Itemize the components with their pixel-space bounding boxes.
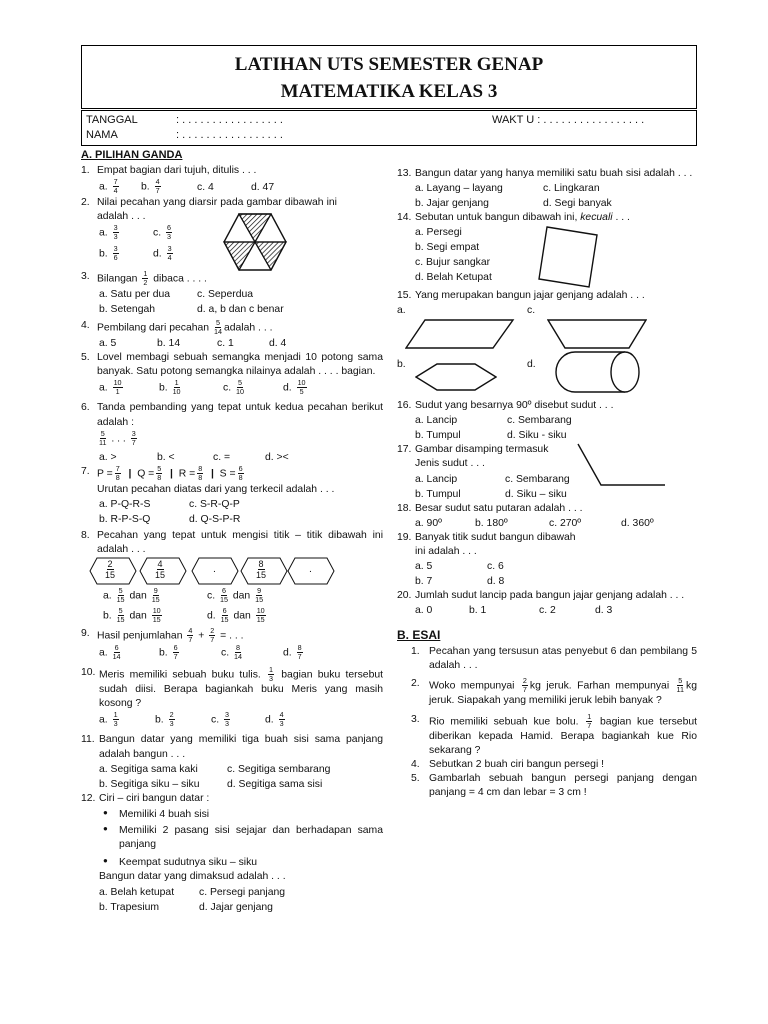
question-text: Jenis sudut . . . (415, 458, 485, 470)
option-c[interactable]: c. Lingkaran (543, 183, 600, 195)
question-15 (397, 289, 697, 393)
option-b[interactable]: b. $\frac{4}{7}$ (141, 177, 160, 196)
option-a[interactable]: a. $\frac{5}{15}$ dan $\frac{9}{15}$ (103, 586, 160, 605)
option-d[interactable]: d. 8 (487, 575, 505, 587)
question-number: 17. (397, 444, 412, 456)
option-b[interactable]: b. Setengah (99, 304, 156, 316)
question-text: Nilai pecahan yang diarsir pada gambar dibawah ini adalah . . . (97, 197, 337, 223)
question-number: 9. (81, 628, 90, 640)
question-number: 12. (81, 792, 96, 804)
section-a-heading: A. PILIHAN GANDA (81, 149, 183, 161)
rotated-square-figure (535, 225, 599, 289)
options-row (415, 181, 697, 196)
question-number: 10. (81, 667, 96, 679)
option-d[interactable]: d. 47 (251, 182, 275, 194)
option-a[interactable]: a. 5 (99, 338, 117, 350)
question-text: Yang merupakan bangun jajar genjang adalah . . . (415, 290, 645, 302)
option-c[interactable]: c. Bujur sangkar (415, 257, 491, 269)
option-a[interactable]: a. Belah ketupat (99, 886, 175, 898)
question-text: Bangun datar yang dimaksud adalah . . . (99, 871, 286, 883)
question-number: 19. (397, 531, 412, 543)
question-number: 7. (81, 465, 90, 477)
option-d[interactable]: d. a, b dan c benar (197, 304, 284, 316)
option-c[interactable]: c. Persegi panjang (199, 886, 286, 898)
nama-label: NAMA (86, 129, 118, 141)
question-number: 1. (411, 646, 420, 658)
question-number: 16. (397, 400, 412, 412)
options-row (99, 711, 383, 733)
options-row (415, 603, 697, 618)
essay-3 (411, 713, 697, 758)
options-row (99, 762, 383, 777)
option-b[interactable]: b. < (157, 451, 175, 463)
question-number: 15. (397, 290, 412, 302)
option-b[interactable]: b. Jajar genjang (415, 198, 489, 210)
question-number: 18. (397, 502, 412, 514)
question-1 (81, 164, 383, 196)
option-c[interactable]: c. (527, 305, 536, 317)
option-d[interactable]: d. Siku - siku (507, 430, 567, 442)
question-text: Empat bagian dari tujuh, ditulis . . . (97, 165, 257, 176)
options-row (415, 196, 697, 211)
criteria-item: ● Keempat sudutnya siku – siku (99, 856, 383, 870)
question-4 (81, 319, 383, 351)
option-c[interactable]: c. Sembarang (505, 473, 570, 485)
option-d[interactable]: d. (527, 359, 536, 371)
exam-title: LATIHAN UTS SEMESTER GENAP (234, 54, 544, 75)
question-7 (81, 465, 383, 527)
options-row (97, 336, 383, 351)
option-d[interactable]: d. Segitiga sama sisi (227, 778, 323, 790)
option-c[interactable]: c. $\frac{8}{14}$ (221, 643, 242, 662)
options-row (97, 379, 383, 401)
question-number: 2. (411, 678, 420, 690)
options-row (415, 574, 697, 589)
option-d[interactable]: d. 360º (621, 517, 654, 529)
question-number: 2. (81, 197, 90, 209)
option-a[interactable]: a. $\frac{6}{14}$ (99, 643, 121, 662)
question-number: 11. (81, 734, 95, 746)
option-c[interactable]: c. $\frac{5}{10}$ (223, 378, 244, 397)
question-text: Gambar disamping termasuk (415, 444, 549, 456)
option-a[interactable]: a. 0 (415, 605, 433, 617)
hexagon-sequence (89, 557, 383, 585)
options-row (97, 512, 383, 527)
question-text: Pembilang dari pecahan $\frac{5}{14}$ adalah . . . (97, 318, 273, 337)
options-row (97, 302, 383, 317)
option-a[interactable]: a. Segitiga sama kaki (99, 763, 198, 775)
hexagon-3-blank[interactable]: . (213, 564, 216, 576)
question-18 (397, 502, 697, 531)
question-11 (81, 733, 383, 791)
options-row (97, 178, 383, 196)
option-a[interactable]: a. 5 (415, 560, 433, 572)
question-number: 5. (411, 772, 420, 784)
left-column (81, 148, 383, 915)
question-text: Bangun datar yang hanya memiliki satu buah sisi adalah . . . (415, 168, 693, 179)
option-c[interactable]: c. Seperdua (197, 289, 254, 301)
hexagon-4: $\frac{8}{15}$ (256, 559, 267, 581)
rounded-shape-figure (555, 351, 645, 393)
option-b[interactable]: b. $\frac{1}{10}$ (159, 378, 181, 397)
options-row (415, 487, 697, 502)
question-text: Woko mempunyai $\frac{2}{7}$ kg jeruk. Farhan mempunyai $\frac{5}{11}$ kg jeruk. Siapakah yang memiliki jeruk lebih banyak ? (429, 676, 697, 707)
option-a[interactable]: a. Satu per dua (99, 289, 171, 301)
option-d[interactable]: d. $\frac{8}{7}$ (283, 643, 302, 662)
option-d[interactable]: d. 3 (595, 605, 613, 617)
options-row (97, 450, 383, 465)
option-d[interactable]: d. >< (265, 451, 289, 463)
option-c[interactable]: c. = (213, 451, 231, 463)
option-b[interactable]: b. Trapesium (99, 901, 160, 913)
option-b[interactable]: b. Tumpul (415, 488, 461, 500)
options-row (97, 497, 383, 512)
rhombus-figure (415, 363, 497, 391)
question-text: Lovel membagi sebuah semangka menjadi 10 potong sama banyak. Satu potong semangka nilainya adalah . . . . bagian. (97, 352, 383, 378)
options-row (97, 644, 383, 666)
question-8 (81, 529, 383, 627)
hexagon-2: $\frac{4}{15}$ (155, 559, 166, 581)
option-b[interactable]: b. R-P-S-Q (99, 513, 151, 525)
question-number: 4. (81, 320, 90, 332)
question-text: Rio memiliki sebuah kue bolu. $\frac{1}{7}$ bagian kue tersebut diberikan kepada Hamid. Berapa bagiankah kue Rio sekarang ? (429, 711, 698, 756)
question-text: Bangun datar yang memiliki tiga buah sisi sama panjang adalah bangun . . . (99, 734, 383, 760)
option-a[interactable]: a. Lancip (415, 415, 458, 427)
option-c[interactable]: c. 1 (217, 338, 234, 350)
question-number: 1. (81, 165, 90, 176)
option-a[interactable]: a. Persegi (415, 227, 462, 239)
option-a[interactable]: a. Lancip (415, 473, 458, 485)
question-text: Besar sudut satu putaran adalah . . . (415, 502, 583, 514)
question-19 (397, 531, 697, 589)
option-a[interactable]: a. $\frac{1}{3}$ (99, 710, 118, 729)
question-13 (397, 167, 697, 211)
waktu-field[interactable]: WAKT U : . . . . . . . . . . . . . . . . . (492, 114, 645, 126)
question-number: 13. (397, 168, 412, 179)
question-text: Urutan pecahan diatas dari yang terkecil adalah . . . (97, 483, 335, 495)
option-b[interactable]: b. Segitiga siku – siku (99, 778, 200, 790)
hexagon-5-blank[interactable]: . (309, 564, 312, 576)
fraction-compare: $\frac{5}{11}$ . . . $\frac{3}{7}$ (99, 428, 136, 447)
essay-2 (411, 677, 697, 708)
option-b[interactable]: b. $\frac{5}{15}$ dan $\frac{10}{15}$ (103, 606, 161, 625)
option-d[interactable]: d. $\frac{10}{5}$ (283, 378, 306, 397)
option-b[interactable]: b. 14 (157, 338, 181, 350)
question-text: Hasil penjumlahan $\frac{4}{7}$ + $\frac{2}{7}$ = . . . (97, 626, 244, 645)
question-number: 4. (411, 758, 420, 770)
option-a[interactable]: a. Layang – layang (415, 183, 503, 195)
option-d[interactable]: d. Q-S-P-R (189, 513, 241, 525)
question-text: ini adalah . . . (415, 545, 477, 557)
options-row (97, 587, 383, 607)
nama-field[interactable]: : . . . . . . . . . . . . . . . . . (176, 129, 283, 141)
exam-subtitle: MATEMATIKA KELAS 3 (280, 81, 498, 102)
question-9 (81, 627, 383, 666)
question-20 (397, 589, 697, 618)
option-a[interactable]: a. (397, 305, 406, 317)
question-16 (397, 399, 697, 443)
option-b[interactable]: b. 1 (469, 605, 487, 617)
hexagon-figure (223, 213, 287, 271)
option-a[interactable]: a. $\frac{10}{1}$ (99, 378, 122, 397)
options-row (415, 559, 697, 574)
trapezoid-figure (547, 319, 647, 349)
option-c[interactable]: c. S-R-Q-P (189, 498, 240, 510)
right-column (397, 167, 697, 800)
question-2 (81, 196, 383, 270)
question-text: Jumlah sudut lancip pada bangun jajar genjang adalah . . . (415, 589, 685, 601)
option-a[interactable]: a. > (99, 451, 117, 463)
option-b[interactable]: b. $\frac{6}{7}$ (159, 643, 178, 662)
options-row (415, 516, 697, 531)
options-row (99, 777, 383, 792)
option-c[interactable]: c. 6 (487, 560, 504, 572)
question-12 (81, 792, 383, 915)
question-number: 14. (397, 212, 412, 224)
option-d[interactable]: d. Jajar genjang (199, 901, 273, 913)
option-b[interactable]: b. Segi empat (415, 242, 480, 254)
question-text: Banyak titik sudut bangun dibawah (415, 531, 576, 543)
essay-5 (411, 772, 697, 800)
question-text: Sebutan untuk bangun dibawah ini, kecuali . . . (415, 212, 630, 224)
option-d[interactable]: d. $\frac{6}{15}$ dan $\frac{10}{15}$ (207, 606, 265, 625)
tanggal-label: TANGGAL (86, 114, 138, 126)
section-b-heading: B. ESAI (397, 628, 441, 643)
parallelogram-figure (405, 319, 515, 349)
option-b[interactable]: b. $\frac{2}{3}$ (155, 710, 174, 729)
student-info-box (81, 110, 697, 146)
options-row (415, 413, 697, 428)
fraction-list: P = $\frac{7}{8}$ | Q = $\frac{5}{8}$ | R = $\frac{8}{8}$ | S = $\frac{6}{8}$ (97, 463, 243, 482)
question-text: Gambarlah sebuah bangun persegi panjang dengan panjang = 4 cm dan lebar = 3 cm ! (429, 772, 697, 799)
question-text: Pecahan yang tersusun atas penyebut 6 dan pembilang 5 adalah . . . (429, 646, 697, 672)
option-b[interactable]: b. Tumpul (415, 430, 461, 442)
question-number: 8. (81, 529, 90, 541)
question-5 (81, 351, 383, 401)
option-d[interactable]: d. Siku – siku (505, 488, 567, 500)
essay-1 (411, 645, 697, 673)
option-b[interactable]: b. (397, 359, 406, 371)
question-number: 3. (411, 713, 420, 725)
tanggal-field[interactable]: : . . . . . . . . . . . . . . . . . (176, 114, 283, 126)
option-c[interactable]: c. $\frac{3}{3}$ (211, 710, 229, 729)
option-d[interactable]: d. $\frac{4}{3}$ (265, 710, 284, 729)
question-text: Meris memiliki sebuah buku tulis. $\frac{1}{3}$ bagian buku tersebut sudah diisi. Berapa bagiankah buku Meris yang masih kosong ? (99, 665, 384, 710)
option-d[interactable]: d. $\frac{3}{4}$ (153, 244, 172, 263)
option-c[interactable]: c. $\frac{6}{3}$ (153, 223, 171, 242)
option-c[interactable]: c. Segitiga sembarang (227, 763, 331, 775)
hexagon-1: $\frac{2}{15}$ (105, 559, 116, 581)
question-number: 6. (81, 402, 90, 414)
option-b[interactable]: b. 180º (475, 517, 508, 529)
option-d[interactable]: d. 4 (269, 338, 287, 350)
exam-header-box (81, 45, 697, 109)
option-a[interactable]: a. P-Q-R-S (99, 498, 151, 510)
options-row (99, 885, 383, 900)
question-text: Pecahan yang tepat untuk mengisi titik – titik dibawah ini adalah . . . (97, 529, 383, 555)
option-a[interactable]: a. $\frac{7}{4}$ (99, 177, 118, 196)
options-row (99, 900, 383, 915)
question-number: 5. (81, 352, 90, 364)
option-d[interactable]: d. Belah Ketupat (415, 272, 492, 284)
question-14 (397, 211, 697, 289)
option-c[interactable]: c. Sembarang (507, 415, 572, 427)
options-row (97, 607, 383, 627)
option-c[interactable]: c. 4 (197, 182, 214, 194)
criteria-item: ● Memiliki 4 buah sisi (99, 808, 383, 822)
question-text: Sebutkan 2 buah ciri bangun persegi ! (429, 758, 605, 770)
options-row (97, 287, 383, 302)
question-text: Tanda pembanding yang tepat untuk kedua pecahan berikut adalah : (97, 402, 383, 428)
option-c[interactable]: c. 2 (539, 605, 556, 617)
options-row (415, 428, 697, 443)
criteria-item: ● Memiliki 2 pasang sisi sejajar dan berhadapan sama panjang (99, 824, 383, 852)
option-a[interactable]: a. 90º (415, 517, 442, 529)
question-6 (81, 401, 383, 464)
question-number: 3. (81, 271, 90, 283)
option-d[interactable]: d. Segi banyak (543, 198, 612, 210)
question-number: 20. (397, 589, 412, 601)
option-c[interactable]: c. $\frac{6}{15}$ dan $\frac{9}{15}$ (207, 586, 264, 605)
option-c[interactable]: c. 270º (549, 517, 582, 529)
option-a[interactable]: a. $\frac{3}{3}$ (99, 223, 118, 242)
option-b[interactable]: b. 7 (415, 575, 433, 587)
obtuse-angle-figure (577, 443, 667, 487)
question-10 (81, 666, 383, 733)
question-3 (81, 270, 383, 317)
question-17 (397, 443, 697, 501)
question-text: Bilangan $\frac{1}{2}$ dibaca . . . . (97, 269, 207, 288)
essay-4 (411, 758, 697, 772)
question-text: Sudut yang besarnya 90º disebut sudut . . . (415, 400, 614, 412)
option-b[interactable]: b. $\frac{3}{6}$ (99, 244, 118, 263)
question-text: Ciri – ciri bangun datar : (99, 792, 210, 804)
